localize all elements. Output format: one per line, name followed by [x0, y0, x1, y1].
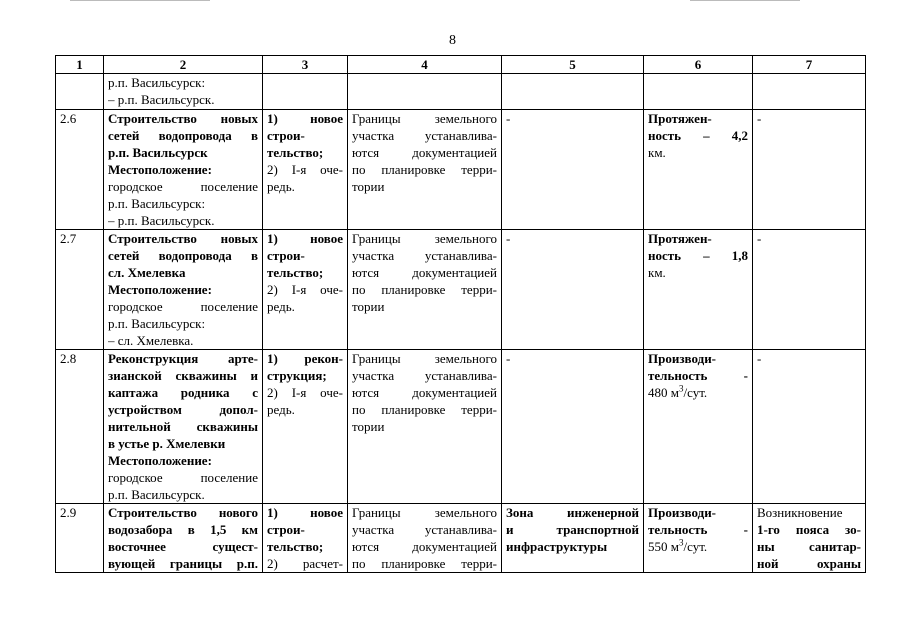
item-number-text: 2.8	[60, 351, 77, 366]
cell-line: р.п. Васильсурск	[108, 145, 208, 160]
cell-line: ются документацией	[352, 539, 497, 554]
work-type	[263, 230, 348, 350]
cell-line: тельство;	[267, 265, 324, 280]
cell-line: тельность -	[648, 522, 748, 537]
cell-line: -	[757, 351, 762, 366]
item-number-text: 2.7	[60, 231, 77, 246]
cell-line: водозабора в 1,5 км	[108, 522, 258, 537]
cell-line: Строительство нового	[108, 505, 258, 520]
cell-line: сетей водопровода в	[108, 248, 258, 263]
table-row	[56, 350, 866, 504]
restrictions	[753, 74, 866, 110]
work-type	[263, 350, 348, 504]
object-description	[104, 350, 263, 504]
cell-line: строи-	[267, 248, 305, 263]
cell-line: Возникновение	[757, 505, 843, 520]
cell-line: Производи-	[648, 351, 717, 366]
cell-line: Строительство новых	[108, 111, 258, 126]
cell-line: Реконструкция арте-	[108, 351, 258, 366]
cell-line: 1) новое	[267, 111, 343, 126]
cell-line: устройством допол-	[108, 402, 258, 417]
cell-line: восточнее сущест-	[108, 539, 258, 554]
cell-line: зианской скважины и	[108, 368, 258, 383]
header-cell: 7	[753, 56, 866, 74]
cell-line: городское поселение	[108, 299, 258, 314]
cell-line: городское поселение	[108, 179, 258, 194]
cell-line: редь.	[267, 402, 295, 417]
zone	[502, 230, 644, 350]
cell-line: 1) рекон-	[267, 351, 343, 366]
item-number	[56, 504, 104, 573]
cell-line: 2) I-я оче-	[267, 282, 343, 297]
table-row	[56, 110, 866, 230]
cell-line: струкция;	[267, 368, 327, 383]
work-type	[263, 504, 348, 573]
object-description	[104, 74, 263, 110]
cell-line: – р.п. Васильсурск.	[108, 213, 215, 228]
cell-line: тории	[352, 419, 385, 434]
table-header-row	[56, 56, 866, 74]
land-boundaries	[348, 110, 502, 230]
capacity-unit: /сут.	[683, 385, 708, 400]
characteristics	[644, 74, 753, 110]
header-cell: 5	[502, 56, 644, 74]
cell-line: Границы земельного	[352, 351, 497, 366]
item-number	[56, 350, 104, 504]
cell-line: 2) I-я оче-	[267, 385, 343, 400]
work-type	[263, 110, 348, 230]
cell-line: нительной скважины	[108, 419, 258, 434]
land-boundaries	[348, 230, 502, 350]
header-cell: 6	[644, 56, 753, 74]
cell-line: ются документацией	[352, 145, 497, 160]
cell-line: 2) I-я оче-	[267, 162, 343, 177]
zone	[502, 504, 644, 573]
cell-line: по планировке терри-	[352, 162, 497, 177]
cell-line: и транспортной	[506, 522, 639, 537]
cell-line: тории	[352, 179, 385, 194]
cell-line: по планировке терри-	[352, 402, 497, 417]
cell-line: участка устанавлива-	[352, 248, 497, 263]
cell-line: каптажа родника с	[108, 385, 258, 400]
cell-line: 1-го пояса зо-	[757, 522, 861, 537]
cell-line: км.	[648, 145, 666, 160]
header-cell: 4	[348, 56, 502, 74]
object-description	[104, 504, 263, 573]
cell-line: Местоположение:	[108, 453, 212, 468]
cell-line: сетей водопровода в	[108, 128, 258, 143]
restrictions	[753, 230, 866, 350]
cell-line: -	[506, 351, 511, 366]
cell-line: -	[757, 231, 762, 246]
cell-line: строи-	[267, 128, 305, 143]
capacity-number: 480 м	[648, 385, 679, 400]
header-cell: 1	[56, 56, 104, 74]
cell-line: – р.п. Васильсурск.	[108, 92, 215, 107]
cell-line: участка устанавлива-	[352, 128, 497, 143]
cell-line: по планировке терри-	[352, 282, 497, 297]
cell-line: Протяжен-	[648, 231, 712, 246]
capacity-value	[648, 384, 748, 401]
zone	[502, 74, 644, 110]
cell-line: строи-	[267, 522, 305, 537]
cell-line: -	[757, 111, 762, 126]
page-number: 8	[449, 33, 456, 48]
cell-line: тельность -	[648, 368, 748, 383]
cell-line: Границы земельного	[352, 111, 497, 126]
restrictions	[753, 350, 866, 504]
header-cell: 2	[104, 56, 263, 74]
cell-line: участка устанавлива-	[352, 368, 497, 383]
cell-line: тельство;	[267, 145, 324, 160]
zone	[502, 350, 644, 504]
table-row	[56, 504, 866, 573]
cell-line: ность – 4,2	[648, 128, 748, 143]
work-type	[263, 74, 348, 110]
cell-line: редь.	[267, 179, 295, 194]
object-description	[104, 230, 263, 350]
cell-line: тории	[352, 299, 385, 314]
item-number-text: 2.9	[60, 505, 77, 520]
cell-line: ются документацией	[352, 265, 497, 280]
cell-line: Строительство новых	[108, 231, 258, 246]
cell-line: р.п. Васильсурск:	[108, 316, 206, 331]
cell-line: Границы земельного	[352, 231, 497, 246]
cell-line: р.п. Васильсурск.	[108, 487, 205, 502]
land-boundaries	[348, 350, 502, 504]
restrictions	[753, 110, 866, 230]
top-scan-line	[70, 0, 210, 1]
land-boundaries	[348, 504, 502, 573]
cell-line: ность – 1,8	[648, 248, 748, 263]
zone	[502, 110, 644, 230]
table-row	[56, 74, 866, 110]
cell-line: -	[506, 111, 511, 126]
document-table	[55, 55, 866, 573]
characteristics	[644, 504, 753, 573]
cell-line: 2) расчет-	[267, 556, 343, 571]
cell-line: Местоположение:	[108, 162, 212, 177]
cell-line: Производи-	[648, 505, 717, 520]
cell-line: вующей границы р.п.	[108, 556, 258, 571]
cell-line: инфраструктуры	[506, 539, 608, 554]
characteristics	[644, 110, 753, 230]
cell-line: р.п. Васильсурск:	[108, 75, 206, 90]
cell-line: 1) новое	[267, 505, 343, 520]
cell-line: ны санитар-	[757, 539, 861, 554]
cell-line: участка устанавлива-	[352, 522, 497, 537]
cell-line: Границы земельного	[352, 505, 497, 520]
cell-line: ной охраны	[757, 556, 861, 571]
cell-line: городское поселение	[108, 470, 258, 485]
cell-line: р.п. Васильсурск:	[108, 196, 206, 211]
item-number	[56, 110, 104, 230]
item-number-text: 2.6	[60, 111, 77, 126]
table-row	[56, 230, 866, 350]
cell-line: ются документацией	[352, 385, 497, 400]
item-number	[56, 74, 104, 110]
item-number	[56, 230, 104, 350]
capacity-exponent: 3	[678, 384, 684, 394]
cell-line: по планировке терри-	[352, 556, 497, 571]
capacity-number: 550 м	[648, 539, 679, 554]
cell-line: 1) новое	[267, 231, 343, 246]
top-scan-line-right	[690, 0, 800, 1]
cell-line: -	[506, 231, 511, 246]
capacity-exponent: 3	[678, 538, 684, 548]
characteristics	[644, 230, 753, 350]
capacity-unit: /сут.	[683, 539, 708, 554]
cell-line: редь.	[267, 299, 295, 314]
characteristics	[644, 350, 753, 504]
capacity-value	[648, 538, 748, 555]
restrictions	[753, 504, 866, 573]
cell-line: – сл. Хмелевка.	[108, 333, 194, 348]
cell-line: Протяжен-	[648, 111, 712, 126]
cell-line: км.	[648, 265, 666, 280]
object-description	[104, 110, 263, 230]
header-cell: 3	[263, 56, 348, 74]
cell-line: тельство;	[267, 539, 324, 554]
land-boundaries	[348, 74, 502, 110]
cell-line: Местоположение:	[108, 282, 212, 297]
cell-line: сл. Хмелевка	[108, 265, 186, 280]
cell-line: в устье р. Хмелевки	[108, 436, 226, 451]
cell-line: Зона инженерной	[506, 505, 639, 520]
